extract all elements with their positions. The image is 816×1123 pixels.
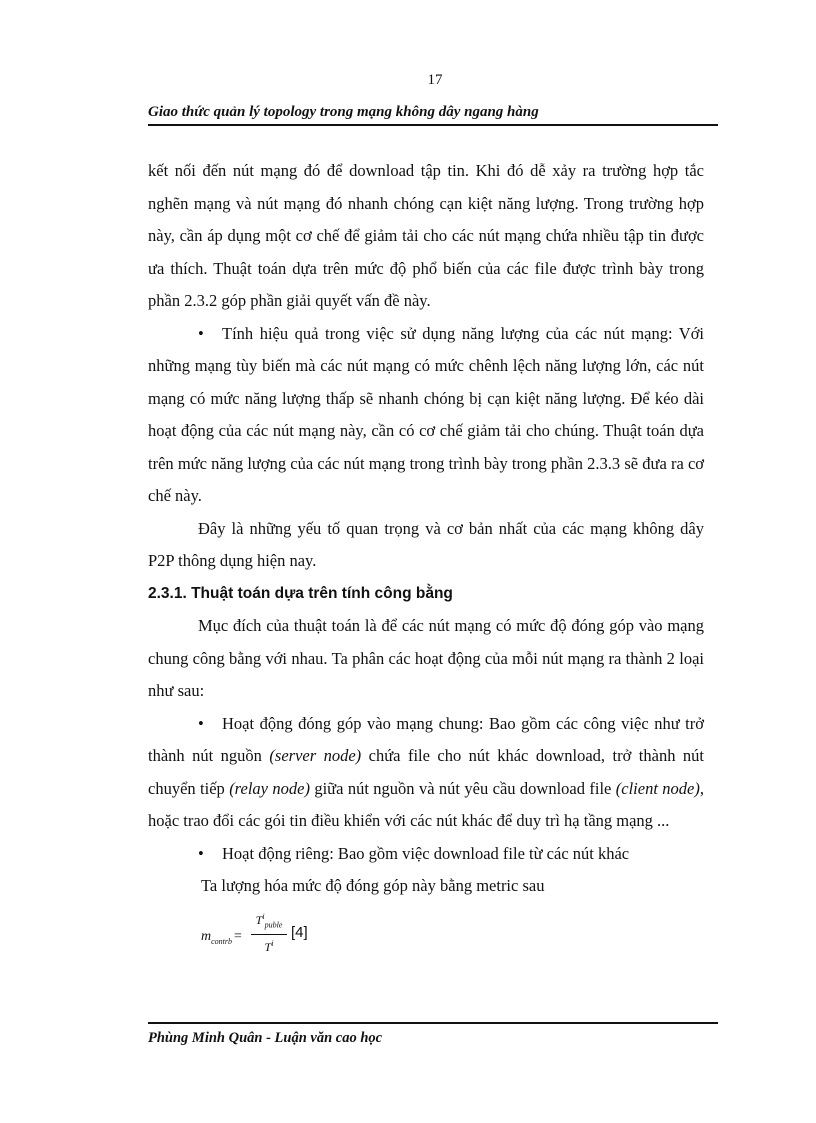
fraction-bar xyxy=(251,934,287,935)
den-sup: i xyxy=(271,938,274,948)
paragraph-summary: Đây là những yếu tố quan trọng và cơ bản nhất của các mạng không dây P2P thông dụng hiện nay. xyxy=(148,518,704,570)
formula-lhs-sub: contrb xyxy=(211,936,233,946)
bullet-text-part: chứa file cho nút khác download, trở thành nút chuyển tiếp xyxy=(148,746,704,798)
formula-denominator xyxy=(251,936,287,955)
num-T: T xyxy=(255,912,263,927)
bullet-icon: • xyxy=(198,843,204,863)
bullet-text: Hoạt động riêng: Bao gồm việc download file từ các nút khác xyxy=(222,843,630,863)
paragraph-purpose: Mục đích của thuật toán là để các nút mạng có mức độ đóng góp vào mạng chung công bằng với nhau. Ta phân các hoạt động của mỗi nút mạng ra thành 2 loại như sau: xyxy=(148,616,704,700)
bullet-icon: • xyxy=(198,713,204,733)
formula-line xyxy=(148,909,704,953)
term-client-node: (client node) xyxy=(615,778,700,798)
formula-reference: [4] xyxy=(291,923,308,941)
bullet-text: Tính hiệu quả trong việc sử dụng năng lượng của các nút mạng: Với những mạng tùy biến mà các nút mạng có mức chênh lệch năng lượng lớn, các nút mạng có mức năng lượng thấp sẽ nhanh chóng bị cạn kiệt năng lượng. Để kéo dài hoạt động của các nút mạng này, cần có cơ chế giảm tải cho chúng. Thuật toán dựa trên mức năng lượng của các nút mạng trong trình bày trong phần 2.3.3 sẽ đưa ra cơ chế này. xyxy=(148,323,704,505)
section-heading: 2.3.1. Thuật toán dựa trên tính công bằng xyxy=(148,584,453,602)
bullet-icon: • xyxy=(198,323,204,343)
num-sub: puble xyxy=(264,919,283,929)
header-divider xyxy=(148,124,718,126)
running-header: Giao thức quản lý topology trong mạng không dây ngang hàng xyxy=(148,104,539,120)
den-T: T xyxy=(264,939,272,954)
footer-divider xyxy=(148,1022,718,1024)
formula-lhs xyxy=(201,921,232,958)
bullet-contribution xyxy=(148,708,704,838)
paragraph-continuation: kết nối đến nút mạng đó để download tập tin. Khi đó dễ xảy ra trường hợp tắc nghẽn mạng và nút mạng đó nhanh chóng cạn kiệt năng lượng. Trong trường hợp này, cần áp dụng một cơ chế để giảm tải cho các nút mạng chứa nhiều tập tin được ưa thích. Thuật toán dựa trên mức độ phổ biến của các file được trình bày trong phần 2.3.2 góp phần giải quyết vấn đề này. xyxy=(148,161,704,310)
bullet-text-part: , hoặc trao đổi các gói tin điều khiển với các nút khác để duy trì hạ tầng mạng ... xyxy=(148,778,704,830)
bullet-text-part: giữa nút nguồn và nút yêu cầu download file xyxy=(309,778,616,798)
bullet-energy-efficiency xyxy=(148,318,704,513)
bullet-private-activity xyxy=(148,838,704,871)
formula-fraction xyxy=(251,909,287,955)
formula-m: m xyxy=(201,928,212,944)
page-number: 17 xyxy=(427,72,443,88)
page-body xyxy=(148,155,704,953)
formula-equals: = xyxy=(234,928,242,944)
paragraph-metric-intro: Ta lượng hóa mức độ đóng góp này bằng metric sau xyxy=(201,876,545,895)
term-relay-node: (relay node) xyxy=(229,778,310,798)
term-server-node: (server node) xyxy=(269,746,362,765)
bullet-text-part: Hoạt động đóng góp vào mạng chung: Bao gồm các công việc như trở thành nút nguồn xyxy=(148,713,704,765)
num-sup: i xyxy=(262,911,265,921)
formula-numerator xyxy=(251,909,287,933)
footer-author: Phùng Minh Quân - Luận văn cao học xyxy=(148,1030,383,1046)
